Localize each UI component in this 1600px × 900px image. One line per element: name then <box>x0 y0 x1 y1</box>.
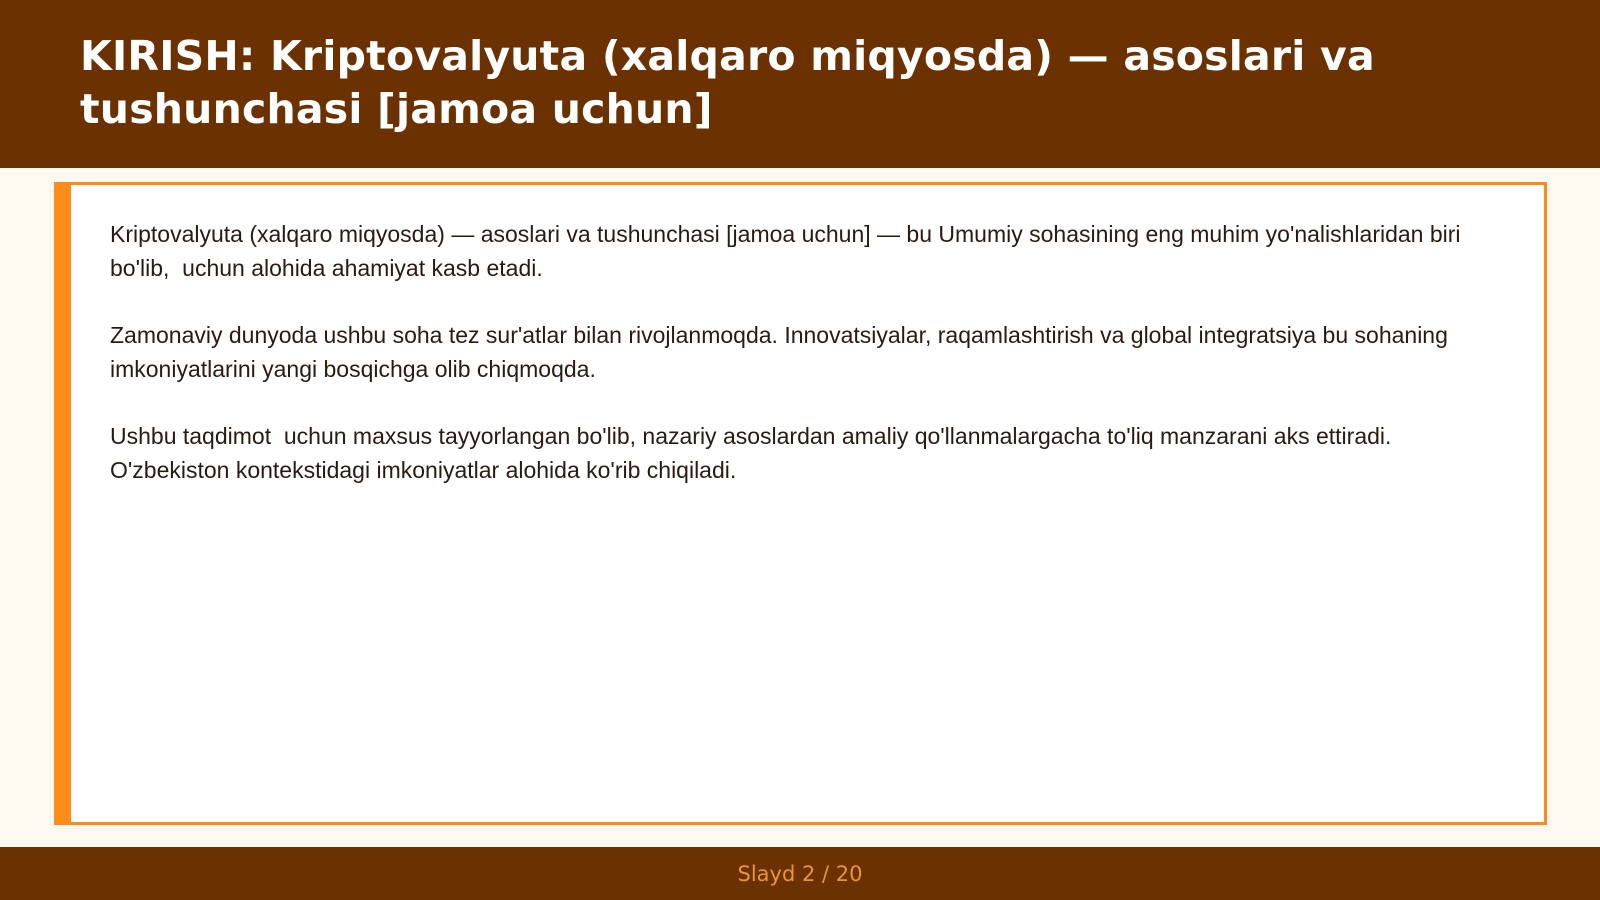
modern-world-paragraph: Zamonaviy dunyoda ushbu soha tez sur'atlar bilan rivojlanmoqda. Innovatsiyalar, raqamlashtirish va global integratsiya bu sohaning imkoniyatlarini yangi bosqichga olib chiqmoqda. <box>110 322 1455 382</box>
presentation-purpose-paragraph: Ushbu taqdimot uchun maxsus tayyorlangan bo'lib, nazariy asoslardan amaliy qo'llanmalargacha to'liq manzarani aks ettiradi. O'zbekiston kontekstidagi imkoniyatlar alohida ko'rib chiqiladi. <box>110 423 1398 483</box>
intro-paragraph: Kriptovalyuta (xalqaro miqyosda) — asoslari va tushunchasi [jamoa uchun] — bu Umumiy sohasining eng muhim yo'nalishlaridan biri bo'lib, uchun alohida ahamiyat kasb etadi. <box>110 221 1467 281</box>
slide-title: KIRISH: Kriptovalyuta (xalqaro miqyosda) — asoslari va tushunchasi [jamoa uchun] <box>80 32 1375 133</box>
slide-footer <box>0 847 1600 900</box>
slide-header <box>0 0 1600 168</box>
slide-counter: Slayd 2 / 20 <box>737 861 863 886</box>
content-card <box>54 182 1547 825</box>
